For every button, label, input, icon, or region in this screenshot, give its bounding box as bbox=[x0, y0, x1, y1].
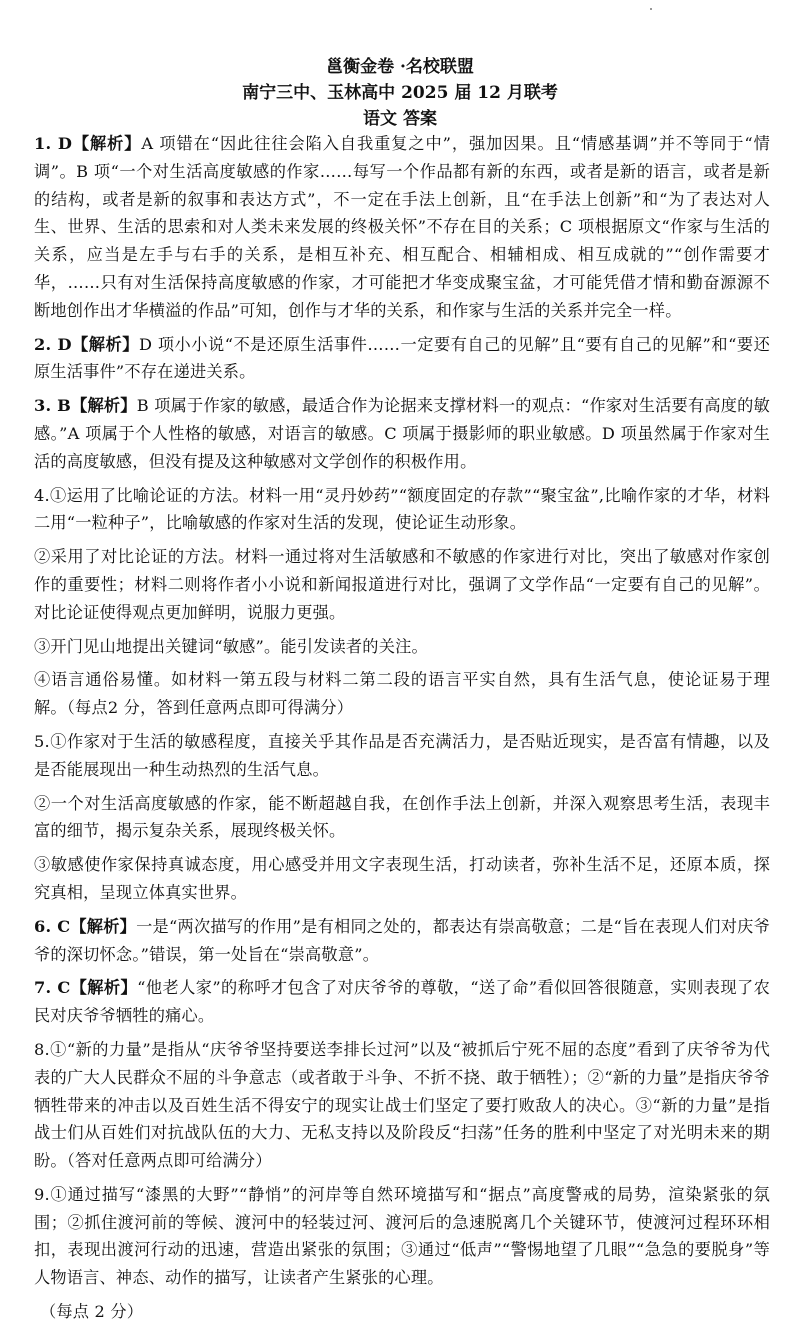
answer-1 bbox=[34, 130, 770, 325]
answer-3 bbox=[34, 392, 770, 475]
answer-text: B 项属于作家的敏感，最适合作为论据来支撑材料一的观点：“作家对生活要有高度的敏感。”A 项属于个人性格的敏感，对语言的敏感。C 项属于摄影师的职业敏感。D 项虽然属于作家对生活的高度敏感，但没有提及这种敏感对文学创作的积极作用。 bbox=[34, 396, 770, 471]
header-subject-title: 语文 答案 bbox=[363, 109, 437, 129]
header-exam-title: 南宁三中、玉林高中 2025 届 12 月联考 bbox=[242, 83, 558, 103]
answer-7 bbox=[34, 974, 770, 1030]
answer-text: 4.①运用了比喻论证的方法。材料一用“灵丹妙药”“额度固定的存款”“聚宝盆”,比喻作家的才华，材料二用“一粒种子”，比喻敏感的作家对生活的发现，使论证生动形象。 bbox=[34, 485, 770, 533]
answer-5-point-2 bbox=[34, 790, 770, 846]
answer-text: ②采用了对比论证的方法。材料一通过将对生活敏感和不敏感的作家进行对比，突出了敏感对作家创作的重要性；材料二则将作者小小说和新闻报道进行对比，强调了文学作品“一定要有自己的见解”。对比论证使得观点更加鲜明，说服力更强。 bbox=[34, 547, 770, 622]
answer-6 bbox=[34, 913, 770, 969]
answer-4-point-4 bbox=[34, 666, 770, 722]
answer-8 bbox=[34, 1036, 770, 1175]
answer-5-point-1 bbox=[34, 728, 770, 784]
answer-text: ③敏感使作家保持真诚态度，用心感受并用文字表现生活，打动读者，弥补生活不足，还原本质，探究真相，呈现立体真实世界。 bbox=[34, 855, 770, 902]
answer-text: 一是“两次描写的作用”是有相同之处的，都表达有崇高敬意；二是“旨在表现人们对庆爷爷的深切怀念。”错误，第一处旨在“崇高敬意”。 bbox=[34, 916, 770, 964]
scoring-note: （每点 2 分） bbox=[40, 1302, 144, 1322]
answer-label: 3. B【解析】 bbox=[34, 396, 137, 416]
answer-text: D 项小小说“不是还原生活事件……一定要有自己的见解”且“要有自己的见解”和“要还原生活事件”不存在递进关系。 bbox=[34, 334, 770, 382]
answer-4-point-1 bbox=[34, 482, 770, 538]
answer-2 bbox=[34, 331, 770, 387]
header-series-title: 邕衡金卷 ·名校联盟 bbox=[326, 57, 474, 77]
answer-text: “他老人家”的称呼才包含了对庆爷爷的尊敬，“送了命”看似回答很随意，实则表现了农民对庆爷爷牺牲的痛心。 bbox=[34, 978, 770, 1026]
answer-text: 5.①作家对于生活的敏感程度，直接关乎其作品是否充满活力，是否贴近现实，是否富有情趣，以及是否能展现出一种生动热烈的生活气息。 bbox=[34, 731, 770, 779]
answer-text: ②一个对生活高度敏感的作家，能不断超越自我，在创作手法上创新，并深入观察思考生活，表现丰富的细节，揭示复杂关系，展现终极关怀。 bbox=[34, 793, 770, 841]
answer-text: 8.①“新的力量”是指从“庆爷爷坚持要送李排长过河”以及“被抓后宁死不屈的态度”看到了庆爷爷为代表的广大人民群众不屈的斗争意志（或者敢于斗争、不折不挠、敢于牺牲）；②“新的力量”是指庆爷爷牺牲带来的冲击以及百姓生活不得安宁的现实让战士们坚定了要打败敌人的决心。③“新的力量”是指战士们从百姓们对抗战队伍的大力、无私支持以及阶段反“扫荡”任务的胜利中坚定了对光明未来的期盼。（答对任意两点即可给满分） bbox=[34, 1039, 770, 1171]
answer-label: 6. C【解析】 bbox=[34, 916, 137, 936]
answer-5-point-3 bbox=[34, 851, 770, 907]
answer-label: 7. C【解析】 bbox=[34, 978, 138, 998]
answer-content bbox=[34, 130, 770, 1326]
answer-text: 9.①通过描写“漆黑的大野”“静悄”的河岸等自然环境描写和“据点”高度警戒的局势，渲染紧张的氛围；②抓住渡河前的等候、渡河中的轻装过河、渡河后的急速脱离几个关键环节，使渡河过程环环相扣，表现出渡河行动的迅速，营造出紧张的氛围；③通过“低声”“警惕地望了几眼”“急急的要脱身”等人物语言、神态、动作的描写，让读者产生紧张的心理。 bbox=[34, 1184, 770, 1288]
answer-text: A 项错在“因此往往会陷入自我重复之中”，强加因果。且“情感基调”并不等同于“情调”。B 项“一个对生活高度敏感的作家……每写一个作品都有新的东西，或者是新的语言，或者是新的结构，或者是新的叙事和表达方式”，不一定在手法上创新，且“在手法上创新”和“为了表达对人生、世界、生活的思索和对人类未来发展的终极关怀”不存在目的关系；C 项根据原文“作家与生活的关系，应当是左手与右手的关系，是相互补充、相互配合、相辅相成、相互成就的”“创作需要才华，……只有对生活保持高度敏感的作家，才可能把才华变成聚宝盆，才可能凭借才情和勤奋源源不断地创作出才华横溢的作品”可知，创作与才华的关系，和作家与生活的关系并完全一样。 bbox=[34, 134, 771, 320]
answer-4-point-3 bbox=[34, 633, 770, 661]
answer-label: 2. D【解析】 bbox=[34, 334, 139, 354]
answer-4-point-2 bbox=[34, 543, 770, 626]
answer-text: ③开门见山地提出关键词“敏感”。能引发读者的关注。 bbox=[34, 636, 428, 656]
answer-text: ④语言通俗易懂。如材料一第五段与材料二第二段的语言平实自然，具有生活气息，使论证易于理解。（每点2 分，答到任意两点即可得满分） bbox=[34, 670, 770, 718]
answer-9 bbox=[34, 1181, 770, 1292]
scan-speck bbox=[650, 8, 652, 10]
answer-label: 1. D【解析】 bbox=[34, 134, 142, 153]
